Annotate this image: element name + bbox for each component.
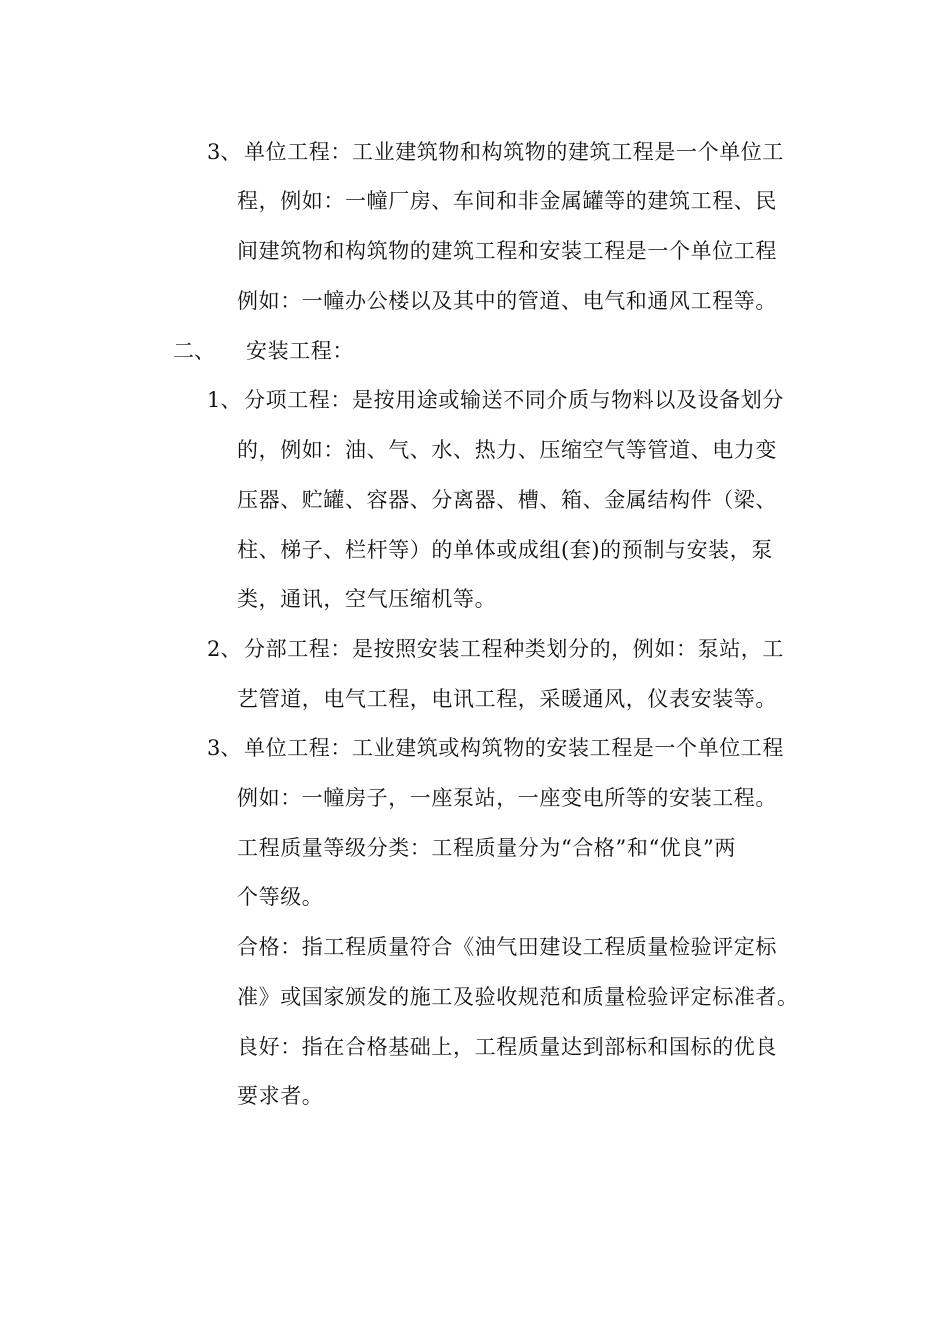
item-number: 1、 (207, 388, 242, 412)
paragraph-line: 的，例如：油、气、水、热力、压缩空气等管道、电力变 (237, 438, 777, 462)
item-number: 2、 (207, 637, 242, 661)
section-heading: 安装工程： (246, 339, 354, 363)
paragraph-line: 间建筑物和构筑物的建筑工程和安装工程是一个单位工程 (237, 239, 777, 263)
paragraph-line: 分部工程：是按照安装工程种类划分的，例如：泵站，工 (244, 637, 784, 661)
paragraph-line: 压器、贮罐、容器、分离器、槽、箱、金属结构件（梁、 (237, 488, 777, 512)
paragraph-line: 例如：一幢房子，一座泵站，一座变电所等的安装工程。 (237, 786, 777, 810)
paragraph-line: 分项工程：是按用途或输送不同介质与物料以及设备划分 (244, 388, 784, 412)
paragraph-line: 准》或国家颁发的施工及验收规范和质量检验评定标准者。 (237, 985, 799, 1009)
paragraph-line: 艺管道，电气工程，电讯工程，采暖通风，仪表安装等。 (237, 687, 777, 711)
paragraph-line: 例如：一幢办公楼以及其中的管道、电气和通风工程等。 (237, 289, 777, 313)
paragraph-line: 柱、梯子、栏杆等）的单体或成组(套)的预制与安装，泵 (237, 538, 773, 562)
paragraph-line: 单位工程：工业建筑物和构筑物的建筑工程是一个单位工 (244, 140, 784, 164)
section-number: 二、 (173, 339, 215, 363)
paragraph-line: 工程质量等级分类：工程质量分为“合格”和“优良”两 (237, 836, 736, 860)
item-number: 3、 (207, 736, 242, 760)
paragraph-line: 单位工程：工业建筑或构筑物的安装工程是一个单位工程 (244, 736, 784, 760)
paragraph-line: 程，例如：一幢厂房、车间和非金属罐等的建筑工程、民 (237, 189, 777, 213)
paragraph-line: 要求者。 (237, 1084, 324, 1108)
paragraph-line: 良好：指在合格基础上，工程质量达到部标和国标的优良 (237, 1035, 777, 1059)
paragraph-line: 个等级。 (237, 885, 324, 909)
paragraph-line: 合格：指工程质量符合《油气田建设工程质量检验评定标 (237, 935, 777, 959)
paragraph-line: 类，通讯，空气压缩机等。 (237, 587, 497, 611)
item-number: 3、 (207, 140, 242, 164)
